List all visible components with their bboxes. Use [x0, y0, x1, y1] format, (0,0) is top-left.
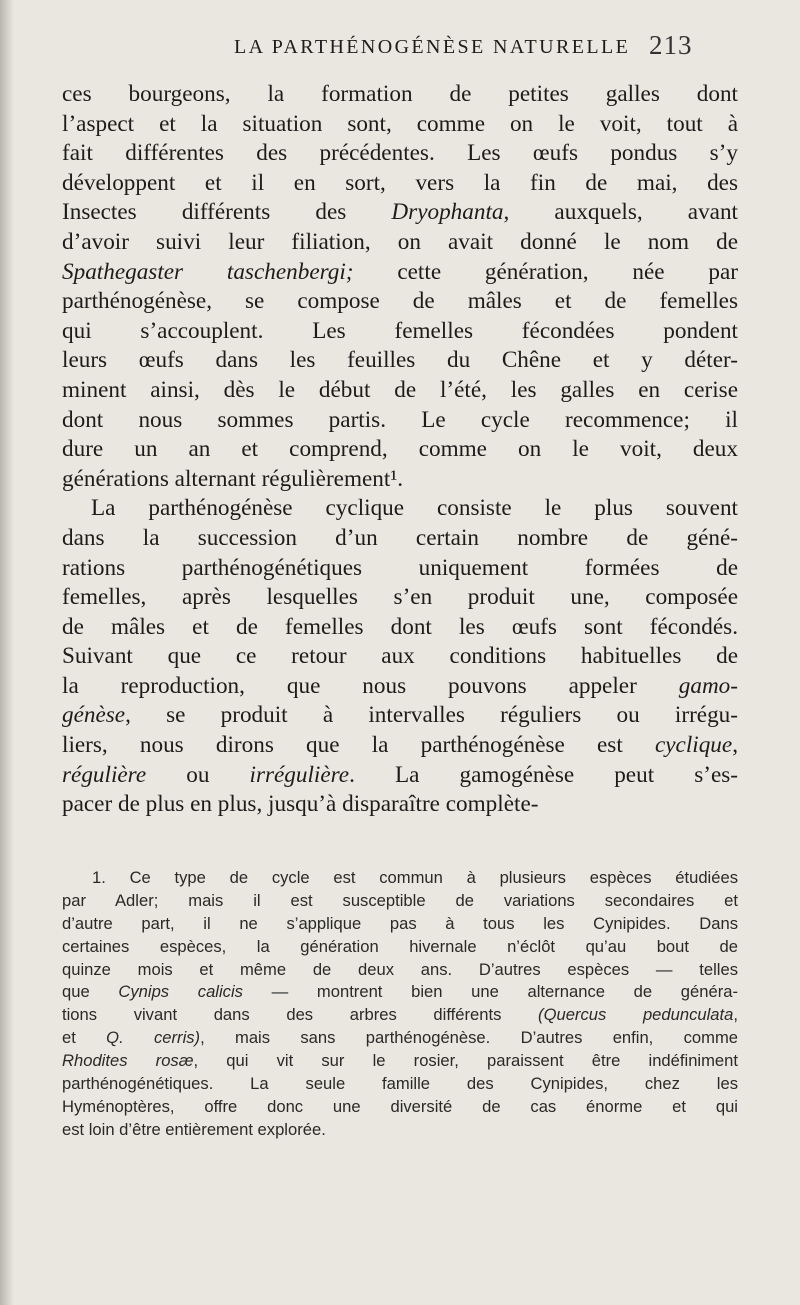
footnote-line: Rhodites rosæ, qui vit sur le rosier, paraissent être indéfiniment: [62, 1051, 738, 1071]
footnote-line: est loin d’être entièrement explorée.: [62, 1119, 326, 1139]
paragraph-line: la reproduction, que nous pouvons appeler gamo-: [62, 672, 738, 699]
paragraph-line: l’aspect et la situation sont, comme on le voit, tout à: [62, 110, 738, 137]
running-head: LA PARTHÉNOGÉNÈSE NATURELLE: [234, 36, 631, 58]
paragraph-line: pacer de plus en plus, jusqu’à disparaître complète-: [62, 791, 539, 818]
paragraph-line: Spathegaster taschenbergi; cette génération, née par: [62, 258, 738, 285]
paragraph-line: rations parthénogénétiques uniquement formées de: [62, 554, 738, 581]
paragraph-line: minent ainsi, dès le début de l’été, les galles en cerise: [62, 376, 738, 403]
page-number: 213: [649, 30, 693, 60]
paragraph-line: leurs œufs dans les feuilles du Chêne et y déter-: [62, 347, 738, 374]
paragraph-line: dans la succession d’un certain nombre de géné-: [62, 524, 738, 551]
paragraph-line: développent et il en sort, vers la fin de mai, des: [62, 169, 738, 196]
paragraph-line: Insectes différents des Dryophanta, auxquels, avant: [62, 199, 738, 226]
paragraph-line: qui s’accouplent. Les femelles fécondées pondent: [62, 317, 738, 344]
paragraph-line: fait différentes des précédentes. Les œufs pondus s’y: [62, 140, 738, 167]
page-header: [0, 30, 800, 64]
footnote-line: Hyménoptères, offre donc une diversité de cas énorme et qui: [62, 1096, 738, 1116]
footnote-line: que Cynips calicis — montrent bien une alternance de généra-: [62, 982, 739, 1002]
footnote-line: d’autre part, il ne s’applique pas à tous les Cynipides. Dans: [62, 913, 738, 933]
footnote-line: certaines espèces, la génération hivernale n’éclôt qu’au bout de: [62, 936, 738, 956]
paragraph-line: dure un an et comprend, comme on le voit, deux: [62, 436, 738, 463]
footnote-line: quinze mois et même de deux ans. D’autres espèces — telles: [62, 959, 738, 979]
page-edge-shadow: [0, 0, 14, 1305]
footnote-line: tions vivant dans des arbres différents (Quercus pedunculata,: [62, 1005, 738, 1025]
paragraph-line: régulière ou irrégulière. La gamogénèse peut s’es-: [62, 761, 739, 788]
paragraph-line: de mâles et de femelles dont les œufs sont fécondés.: [62, 613, 738, 640]
paragraph-line: dont nous sommes partis. Le cycle recommence; il: [62, 406, 738, 433]
footnote-line: et Q. cerris), mais sans parthénogénèse. D’autres enfin, comme: [62, 1028, 738, 1048]
footnote-line: parthénogénétiques. La seule famille des Cynipides, chez les: [62, 1074, 738, 1094]
paragraph-line: d’avoir suivi leur filiation, on avait donné le nom de: [62, 228, 738, 255]
paragraph-line: générations alternant régulièrement¹.: [62, 465, 404, 492]
paragraph-line: Suivant que ce retour aux conditions habituelles de: [62, 643, 738, 670]
paragraph-line: La parthénogénèse cyclique consiste le plus souvent: [91, 495, 738, 522]
paragraph-line: génèse, se produit à intervalles réguliers ou irrégu-: [62, 702, 738, 729]
paragraph-line: femelles, après lesquelles s’en produit une, composée: [62, 584, 738, 611]
footnote-line: par Adler; mais il est susceptible de variations secondaires et: [62, 890, 738, 910]
paragraph-line: parthénogénèse, se compose de mâles et de femelles: [62, 288, 738, 315]
paragraph-line: ces bourgeons, la formation de petites galles dont: [62, 81, 738, 107]
paragraph-line: liers, nous dirons que la parthénogénèse est cyclique,: [62, 732, 738, 759]
footnote-line: 1. Ce type de cycle est commun à plusieurs espèces étudiées: [92, 868, 738, 887]
main-text: [62, 80, 738, 820]
footnote: [62, 867, 738, 1142]
